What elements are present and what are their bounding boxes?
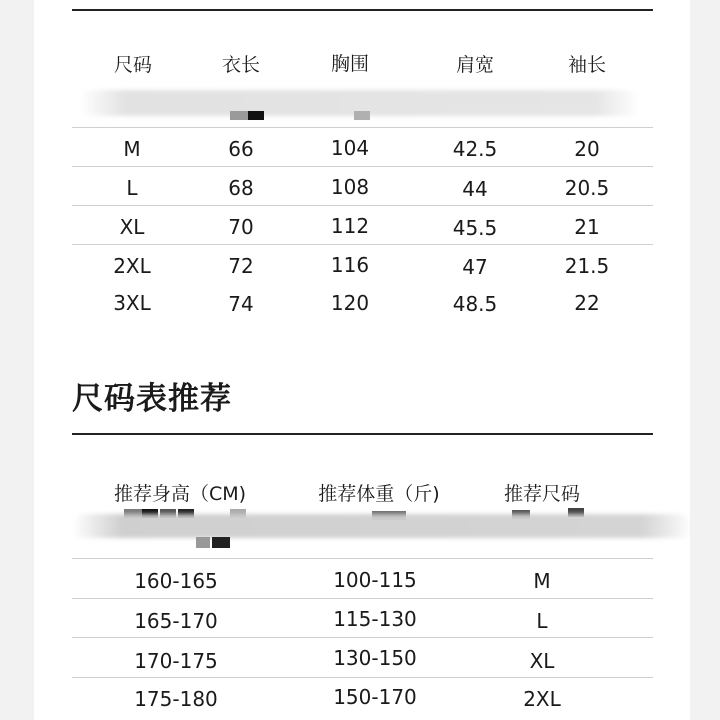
table2-cell: 2XL: [523, 687, 561, 711]
table1-cell: M: [123, 137, 141, 161]
table1-header-length: 衣长: [221, 54, 261, 76]
table2-header-weight: 推荐体重（斤): [318, 483, 440, 505]
table2-cell: 150-170: [333, 685, 417, 709]
table1-top-rule: [72, 9, 653, 11]
table2-cell: 100-115: [333, 568, 417, 592]
table2-cell: 160-165: [134, 569, 218, 593]
table2-cell: XL: [529, 649, 555, 673]
obscured-mark: [230, 111, 248, 120]
table1-cell: 116: [330, 253, 370, 277]
table1-cell: XL: [119, 215, 145, 239]
table1-cell: 112: [330, 214, 370, 238]
row-divider: [72, 637, 653, 638]
table1-header-shoulder: 肩宽: [455, 54, 495, 76]
table1-cell: 104: [330, 136, 370, 160]
table1-cell: 42.5: [452, 137, 498, 161]
table1-cell: 21.5: [564, 254, 610, 278]
table1-cell: 45.5: [452, 216, 498, 240]
obscured-mark: [248, 111, 264, 120]
table2-cell: 115-130: [333, 607, 417, 631]
table1-cell: 120: [330, 291, 370, 315]
row-divider: [72, 677, 653, 678]
table1-cell: 74: [228, 292, 254, 316]
table2-cell: M: [533, 569, 551, 593]
obscured-mark: [212, 537, 230, 548]
row-divider: [72, 244, 653, 245]
table1-header-chest: 胸围: [330, 53, 370, 75]
table2-cell: 130-150: [333, 646, 417, 670]
table1-cell: 47: [462, 255, 488, 279]
table2-header-size: 推荐尺码: [503, 483, 581, 505]
section-rule: [72, 433, 653, 435]
table2-cell: L: [536, 609, 548, 633]
row-divider: [72, 127, 653, 128]
section-title: 尺码表推荐: [72, 381, 232, 417]
table1-cell: 70: [228, 215, 254, 239]
table1-cell: 20.5: [564, 176, 610, 200]
table1-cell: 3XL: [113, 291, 151, 315]
table1-cell: 22: [574, 291, 600, 315]
table1-cell: 108: [330, 175, 370, 199]
table1-cell: 66: [228, 137, 254, 161]
obscured-mark: [354, 111, 370, 120]
table1-cell: L: [126, 176, 138, 200]
blurred-row: [72, 514, 692, 538]
table2-cell: 175-180: [134, 687, 218, 711]
table2-cell: 165-170: [134, 609, 218, 633]
table1-header-size: 尺码: [113, 54, 153, 76]
obscured-mark: [196, 537, 210, 548]
row-divider: [72, 205, 653, 206]
table1-cell: 48.5: [452, 292, 498, 316]
table1-cell: 20: [574, 137, 600, 161]
row-divider: [72, 598, 653, 599]
table2-header-height: 推荐身高（CM): [113, 483, 247, 505]
table1-cell: 21: [574, 215, 600, 239]
table2-cell: 170-175: [134, 649, 218, 673]
table1-cell: 72: [228, 254, 254, 278]
table1-cell: 68: [228, 176, 254, 200]
row-divider: [72, 166, 653, 167]
row-divider: [72, 558, 653, 559]
table1-cell: 2XL: [113, 254, 151, 278]
table1-header-sleeve: 袖长: [567, 54, 607, 76]
table1-cell: 44: [462, 177, 488, 201]
